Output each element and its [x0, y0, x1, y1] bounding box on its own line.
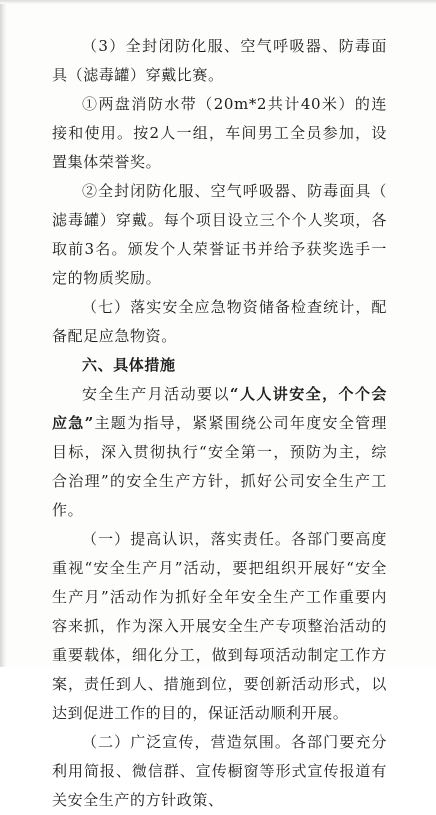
paragraph-publicity: （二）广泛宣传，营造氛围。各部门要充分利用简报、微信群、宣传橱窗等形式宣传报道有关安全生产的方针政策、 — [52, 733, 387, 809]
paragraph-protective-gear-awards: ②全封闭防化服、空气呼吸器、防毒面具（滤毒罐）穿戴。每个项目设立三个个人奖项，各取前3名。颁发个人荣誉证书并给予获奖选手一定的物质奖励。 — [52, 182, 387, 287]
paragraph-fire-hose-contest: ①两盘消防水带（20m*2共计40米）的连接和使用。按2人一组，车间男工全员参加，设置集体荣誉奖。 — [52, 95, 387, 171]
theme-intro-text: 安全生产月活动要以 — [82, 385, 230, 403]
scan-edge-shadow — [0, 0, 7, 667]
paragraph-activity-theme — [52, 380, 387, 525]
scan-top-shadow — [0, 0, 436, 4]
paragraph-emergency-supplies: （七）落实安全应急物资储备检查统计，配备配足应急物资。 — [52, 298, 387, 345]
paragraph-raise-awareness: （一）提高认识，落实责任。各部门要高度重视“安全生产月”活动，要把组织开展好“安全生产月”活动作为抓好全年安全生产工作重要内容来抓，作为深入开展安全生产专项整治活动的重要载体，细化分工，做到每项活动制定工作方案，责任到人、措施到位，要创新活动形式，以达到促进工作的目的，保证活动顺利开展。 — [52, 530, 387, 722]
theme-body-text: 主题为指导，紧紧围绕公司年度安全管理目标，深入贯彻执行“安全第一，预防为主，综合治理”的安全生产方针，抓好公司安全生产工作。 — [52, 414, 387, 519]
theme-slogan: “人人讲安全，个个会应急” — [52, 385, 387, 432]
paragraph-item-3-protective-gear: （3）全封闭防化服、空气呼吸器、防毒面具（滤毒罐）穿戴比赛。 — [52, 37, 387, 84]
document-body — [52, 32, 387, 815]
section-heading-specific-measures: 六、具体措施 — [82, 356, 176, 374]
